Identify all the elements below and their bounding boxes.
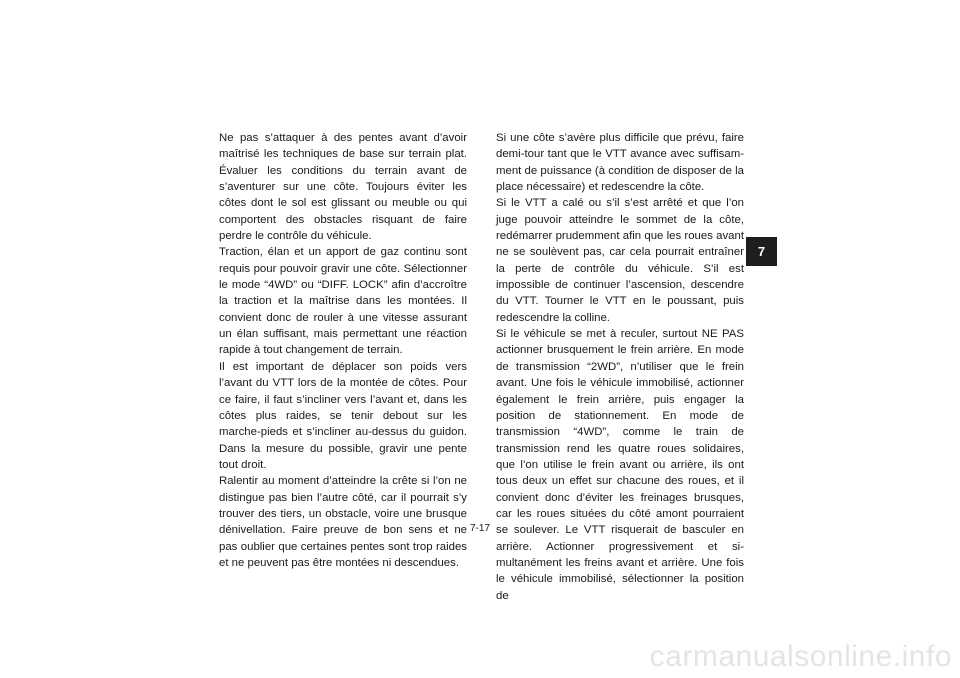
watermark: carmanualsonline.info (649, 640, 952, 673)
paragraph: Ne pas s’attaquer à des pentes avant d’avoir maîtrisé les techniques de base sur terrain plat. Évaluer les conditions du terrain avant de s’aventurer sur une côte. Toujours éviter les côtes dont le sol est glissant ou meuble ou qui comportent des obstacles risquant de faire perdre le contrôle du véhicule. (219, 132, 467, 243)
left-text-column (219, 130, 467, 571)
chapter-tab: 7 (746, 237, 777, 266)
page-number: 7-17 (469, 523, 490, 534)
paragraph: Ralentir au moment d’atteindre la crête si l’on ne distingue pas bien l’autre côté, car il pourrait s’y trouver des tiers, un obstacle, voire une brusque dénivellation. Faire preuve de bon sens et ne pas oublier que certaines pentes sont trop raides et ne peuvent pas être montées ni descendues. (219, 475, 467, 569)
right-text-column (496, 130, 744, 604)
paragraph: Si le VTT a calé ou s’il s’est arrêté et que l’on juge pouvoir atteindre le sommet de la côte, redémarrer prudemment afin que les roues avant ne se soulèvent pas, car cela pourrait entraîner la perte de contrôle du véhicule. S’il est impossible de continuer l’ascension, descendre du VTT. Tourner le VTT en le poussant, puis redescendre la colline. (496, 197, 744, 324)
paragraph: Si le véhicule se met à reculer, surtout NE PAS actionner brusquement le frein arrière. En mode de transmission “2WD”, n’utiliser que le frein avant. Une fois le véhicule immobilisé, actionner également le frein arrière, puis engager la position de stationnement. En mode de transmission “4WD”, comme le train de transmission rend les quatre roues solidaires, que l’on utilise le frein avant ou arrière, ils ont tous deux un effet sur chacune des roues, et il convient donc d’éviter les freinages brusques, car les roues situées du côté amont pourraient se soulever. Le VTT risquerait de basculer en arrière. Actionner progressivement et simultanément les freins avant et arrière. Une fois le véhicule immobilisé, sélectionner la position de (496, 328, 744, 602)
paragraph: Si une côte s’avère plus difficile que prévu, faire demi-tour tant que le VTT avance avec suffisamment de puissance (à condition de disposer de la place nécessaire) et redescendre la côte. (496, 132, 744, 194)
paragraph: Traction, élan et un apport de gaz continu sont requis pour pouvoir gravir une côte. Sélectionner le mode “4WD” ou “DIFF. LOCK” afin d’accroître la traction et la maîtrise dans les montées. Il convient donc de rouler à une vitesse assurant un élan suffisant, mais permettant une réaction rapide à tout changement de terrain. (219, 246, 467, 357)
paragraph: Il est important de déplacer son poids vers l’avant du VTT lors de la montée de côtes. Pour ce faire, il faut s’incliner vers l’avant et, dans les côtes plus raides, se tenir debout sur les marche-pieds et s’incliner au-dessus du guidon. Dans la mesure du possible, gravir une pente tout droit. (219, 360, 467, 471)
